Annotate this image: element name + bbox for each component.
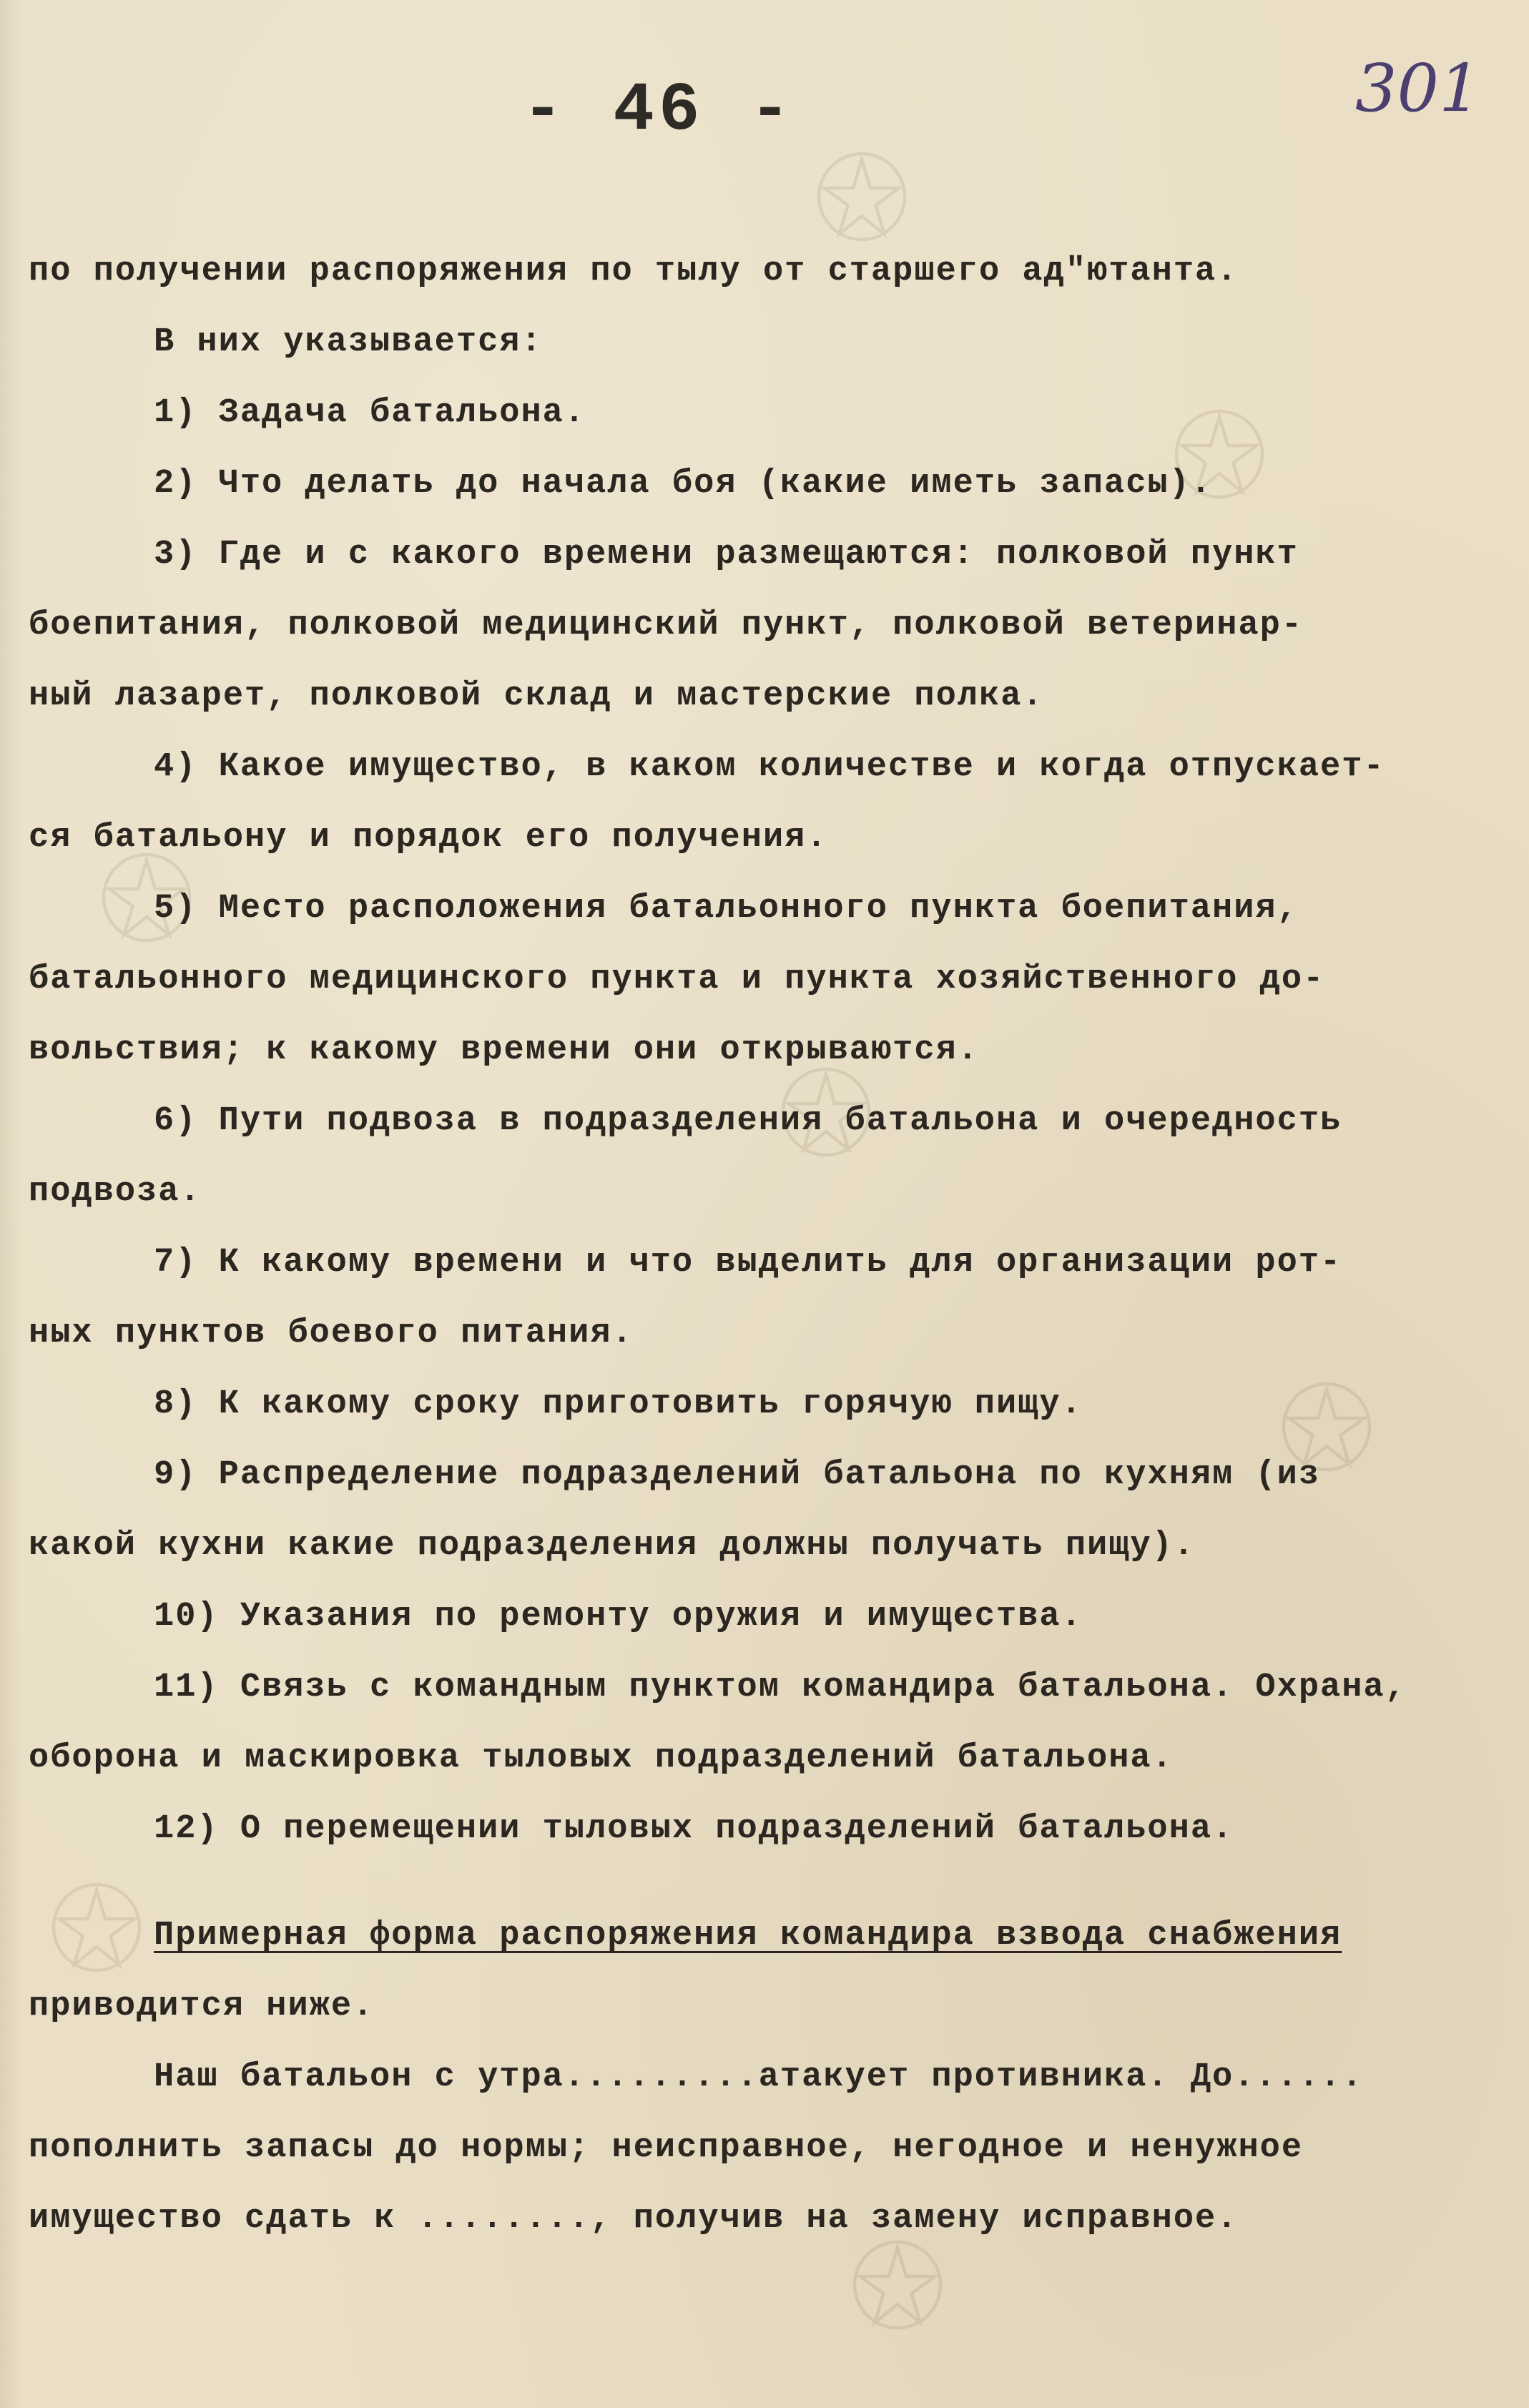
sample-form-paragraph-line: имущество сдать к ........, получив на замену исправное. [29, 2200, 1239, 2238]
list-item-line: 2) Что делать до начала боя (какие иметь запасы). [154, 465, 1213, 503]
list-item-line: 3) Где и с какого времени размещаются: полковой пункт [154, 536, 1299, 574]
list-item-line: 1) Задача батальона. [154, 394, 586, 432]
list-item-line: батальонного медицинского пункта и пункта хозяйственного до- [29, 960, 1325, 998]
list-item-line: вольствия; к какому времени они открываются. [29, 1031, 980, 1069]
list-item-line: 4) Какое имущество, в каком количестве и когда отпускает- [154, 748, 1385, 786]
sample-form-paragraph-line: Наш батальон с утра.........атакует противника. До...... [154, 2058, 1364, 2096]
list-item-line: ся батальону и порядок его получения. [29, 819, 828, 857]
archive-number: 301 [1355, 50, 1481, 127]
list-item-line: 12) О перемещении тыловых подразделений батальона. [154, 1810, 1234, 1848]
list-item-line: какой кухни какие подразделения должны получать пищу). [29, 1527, 1196, 1565]
list-item-line: ных пунктов боевого питания. [29, 1314, 634, 1352]
list-item-line: 6) Пути подвоза в подразделения батальона и очередность [154, 1102, 1342, 1140]
list-item-line: 5) Место расположения батальонного пункта боепитания, [154, 890, 1299, 928]
page-number: - 46 - [522, 72, 795, 149]
list-item-line: ный лазарет, полковой склад и мастерские полка. [29, 677, 1044, 715]
section-spacer [29, 1864, 1502, 1900]
list-item-line: 11) Связь с командным пунктом командира батальона. Охрана, [154, 1669, 1407, 1706]
list-item-line: 10) Указания по ремонту оружия и имущества. [154, 1598, 1083, 1636]
sample-form-heading-tail: приводится ниже. [29, 1987, 375, 2025]
list-item-line: боепитания, полковой медицинский пункт, полковой ветеринар- [29, 606, 1304, 644]
sample-form-paragraph-line: пополнить запасы до нормы; неисправное, негодное и ненужное [29, 2129, 1304, 2167]
list-item-line: подвоза. [29, 1173, 202, 1211]
list-item-line: 8) К какому сроку приготовить горячую пищу. [154, 1385, 1083, 1423]
intro-line: В них указывается: [154, 323, 543, 361]
watermark-emblem-icon [808, 143, 915, 250]
list-item-line: 7) К какому времени и что выделить для организации рот- [154, 1244, 1342, 1282]
list-item-line: 9) Распределение подразделений батальона по кухням (из [154, 1456, 1321, 1494]
list-item-line: оборона и маскировка тыловых подразделений батальона. [29, 1739, 1174, 1777]
document-body [29, 236, 1502, 2254]
sample-form-heading: Примерная форма распоряжения командира взвода снабжения [154, 1917, 1342, 1955]
intro-line: по получении распоряжения по тылу от старшего ад"ютанта. [29, 252, 1239, 290]
